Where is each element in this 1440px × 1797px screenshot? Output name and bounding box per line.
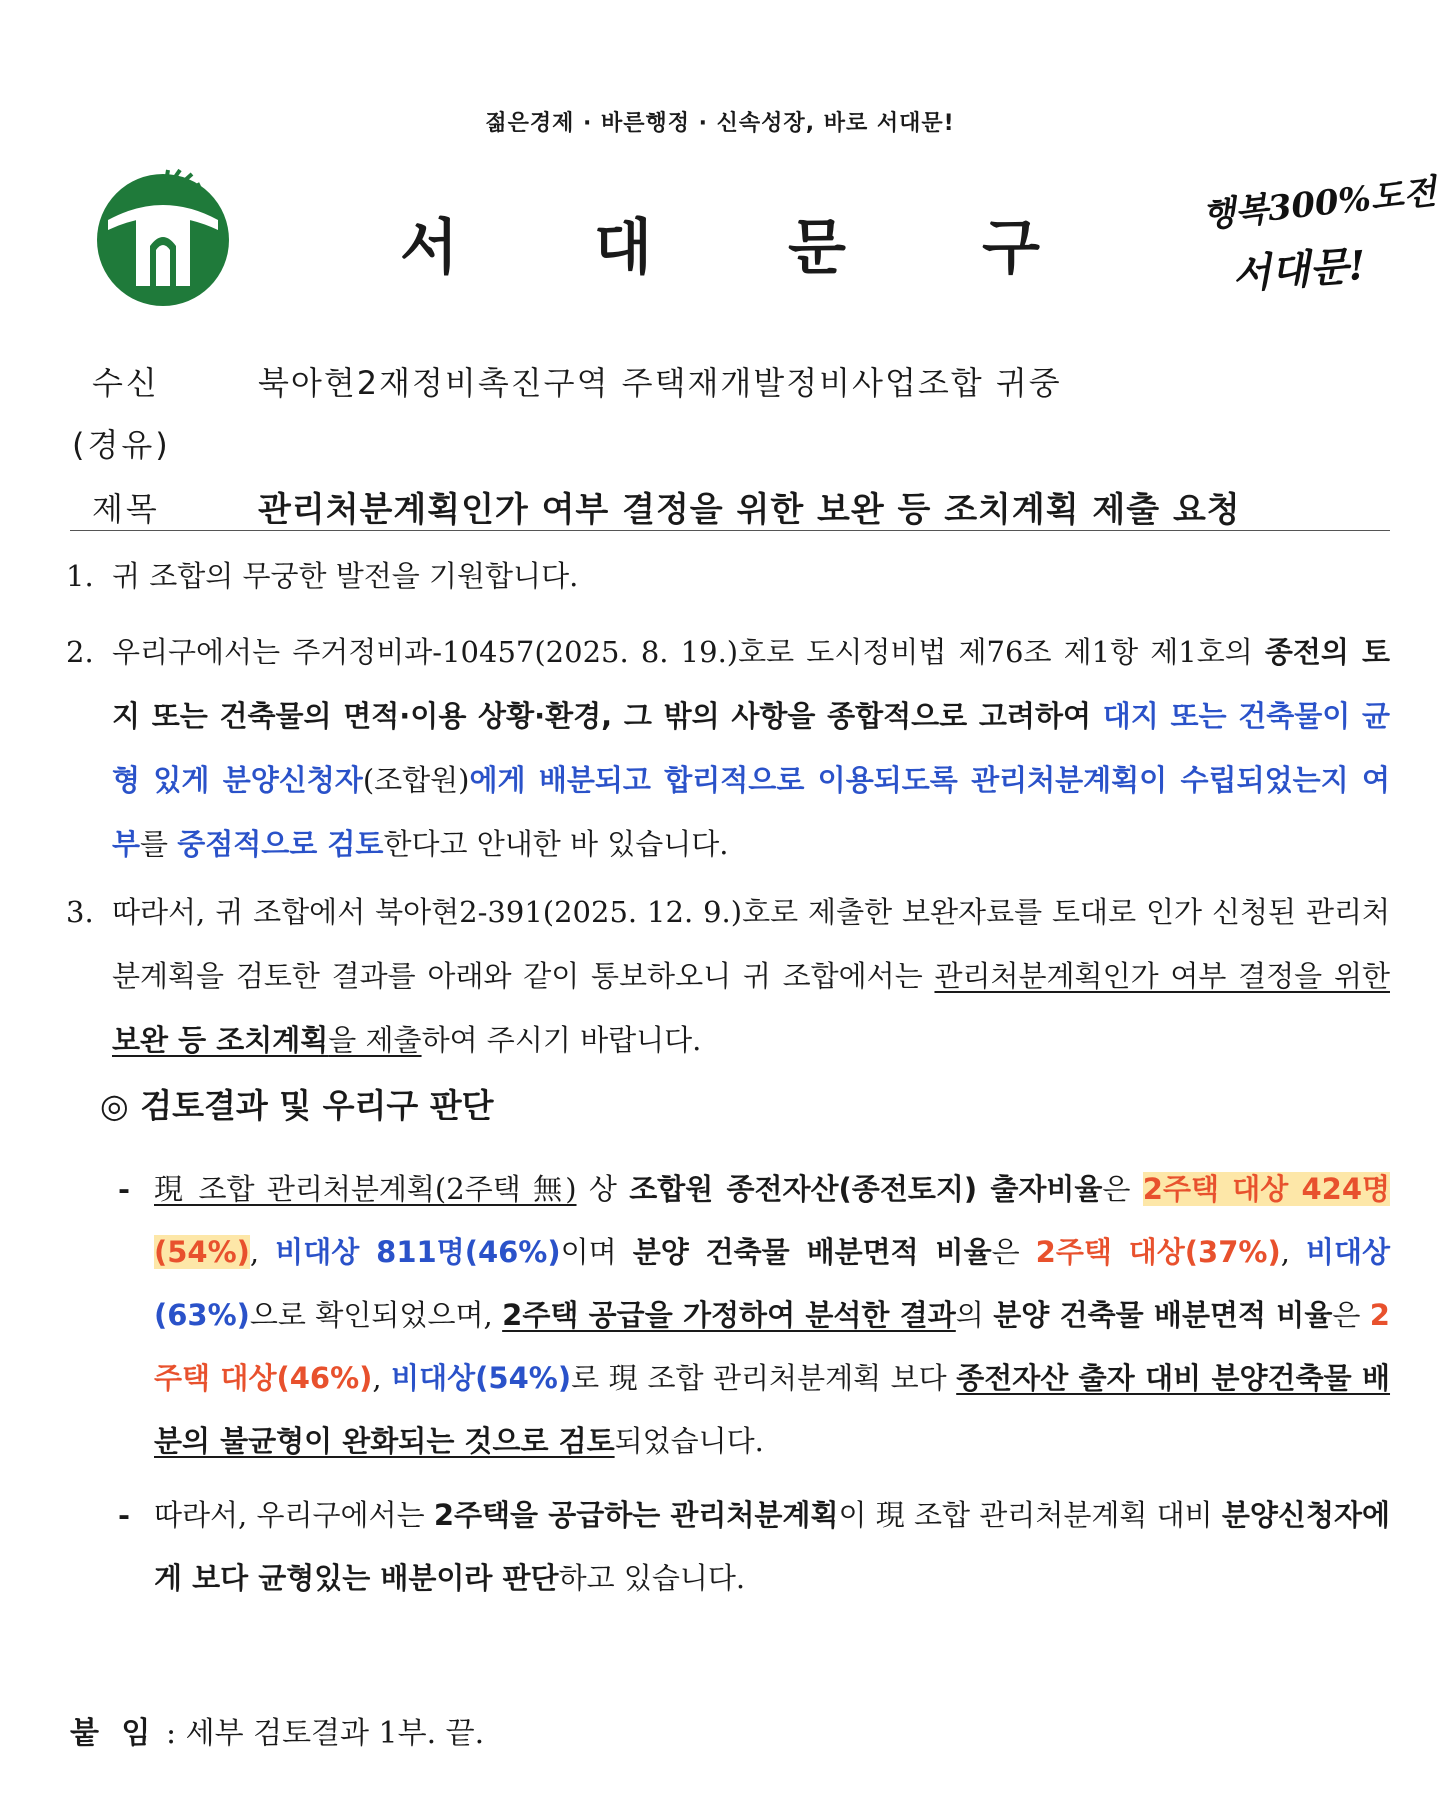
text-run: 우리구에서는 주거정비과-10457(2025. 8. 19.)호로 도시정비법 제76조 제1항 제1호의 [112,635,1265,669]
subject-label: 제목 [92,490,160,528]
orange-run: 2주택 대상(37%) [1035,1235,1281,1269]
bold-run: 종전의 토지 또는 건축물의 면적·이용 상황·환경, 그 밖의 사항을 종합적으로 고려하여 [112,635,1390,733]
handwritten-slogan [1196,156,1439,316]
underlined-bold-run: 보완 등 조치계획 [112,1023,329,1057]
org-char-3: 문 [788,213,846,283]
blue-run: 비대상(63%) [154,1235,1391,1332]
text-run: , [249,1235,276,1269]
bullet-dash: - [118,1172,131,1206]
underlined-run: 現 조합 관리처분계획(2주택 無) [154,1172,577,1206]
bold-run: 분양 건축물 배분면적 비율 [993,1298,1333,1332]
organization-name [400,200,1040,286]
text-run: 로 現 조합 관리처분계획 보다 [571,1361,957,1395]
text-run: (조합원) [362,763,470,797]
text-run: 의 [955,1298,994,1332]
paragraph-3 [66,880,1390,1072]
via-label: (경유) [72,426,171,464]
blue-bold-run: 대지 또는 건축물이 균형 있게 분양신청자 [112,699,1390,797]
text-run: 은 [1102,1172,1143,1206]
text-run: , [1280,1235,1306,1269]
paragraph-2 [66,620,1390,876]
highlighted-orange-run: 2주택 대상 424명(54%) [154,1172,1391,1269]
recipient-label: 수신 [92,364,160,402]
text-run: 으로 확인되었으며, [249,1298,503,1332]
underlined-bold-run: 2주택 공급을 가정하여 분석한 결과 [502,1298,956,1332]
bold-run: 조합원 종전자산(종전토지) 출자비율 [629,1172,1103,1206]
paragraph-number: 1. [66,559,94,593]
sign-line-2: 서대문! [1230,241,1368,299]
bold-run: 분양 건축물 배분면적 비율 [632,1235,992,1269]
recipient-value: 북아현2재정비촉진구역 주택재개발정비사업조합 귀중 [258,364,1062,402]
section-heading: ◎ 검토결과 및 우리구 판단 [100,1086,494,1125]
slogan: 젊은경제 · 바른행정 · 신속성장, 바로 서대문! [485,111,955,136]
sign-line-1: 행복300%도전 [1200,171,1439,237]
text-run: 하여 주시기 바랍니다. [421,1023,702,1057]
subject-value: 관리처분계획인가 여부 결정을 위한 보완 등 조치계획 제출 요청 [258,490,1241,530]
paragraph-number: 2. [66,635,94,669]
blue-bold-run: 에게 배분되고 합리적으로 이용되도록 관리처분계획이 수립되었는지 여부 [112,763,1390,861]
bullet-2 [118,1484,1390,1610]
text-run: 따라서, 우리구에서는 [154,1498,434,1532]
underlined-run: 을 제출 [328,1023,422,1057]
text-run: 은 [991,1235,1036,1269]
underlined-bold-run: 종전자산 출자 대비 분양건축물 배분의 불균형이 완화되는 것으로 검토 [154,1361,1391,1458]
text-run: , [372,1361,392,1395]
attachment-text: 세부 검토결과 1부. 끝. [185,1716,485,1751]
text-run: 한다고 안내한 바 있습니다. [383,827,729,861]
blue-bold-run: 중점적으로 검토 [177,827,384,861]
org-char-2: 대 [594,213,652,283]
bold-run: 분양신청자에게 보다 균형있는 배분이라 판단 [154,1498,1390,1595]
blue-run: 비대상 811명(46%) [275,1235,561,1269]
org-char-1: 서 [400,213,458,283]
text-run: 되었습니다. [614,1424,764,1458]
seodaemun-emblem-icon [88,160,238,310]
header-divider [70,530,1390,531]
text-run: 이 現 조합 관리처분계획 대비 [838,1498,1222,1532]
paragraph-number: 3. [66,895,94,929]
org-char-4: 구 [982,213,1040,283]
attachment-label: 붙 임 [70,1716,157,1751]
underlined-run: 관리처분계획인가 여부 결정을 위한 [934,959,1390,993]
paragraph-text: 귀 조합의 무궁한 발전을 기원합니다. [112,559,579,593]
paragraph-1 [66,544,1390,608]
blue-run: 비대상(54%) [391,1361,572,1395]
bullet-1 [118,1158,1390,1473]
orange-run: 2주택 대상(46%) [154,1298,1390,1395]
bullet-dash: - [118,1498,131,1532]
text-run: 이며 [560,1235,633,1269]
text-run: 은 [1332,1298,1370,1332]
text-run: 따라서, 귀 조합에서 북아현2-391(2025. 12. 9.)호로 제출한 보완자료를 토대로 인가 신청된 관리처분계획을 검토한 결과를 아래와 같이 통보하오니 귀 조합에서는 [112,895,1390,993]
text-run: 상 [576,1172,630,1206]
bold-run: 2주택을 공급하는 관리처분계획 [433,1498,839,1532]
attachment-line [70,1708,484,1752]
text-run: 하고 있습니다. [558,1561,746,1595]
attachment-colon: : [156,1716,186,1751]
text-run: 를 [140,827,178,861]
